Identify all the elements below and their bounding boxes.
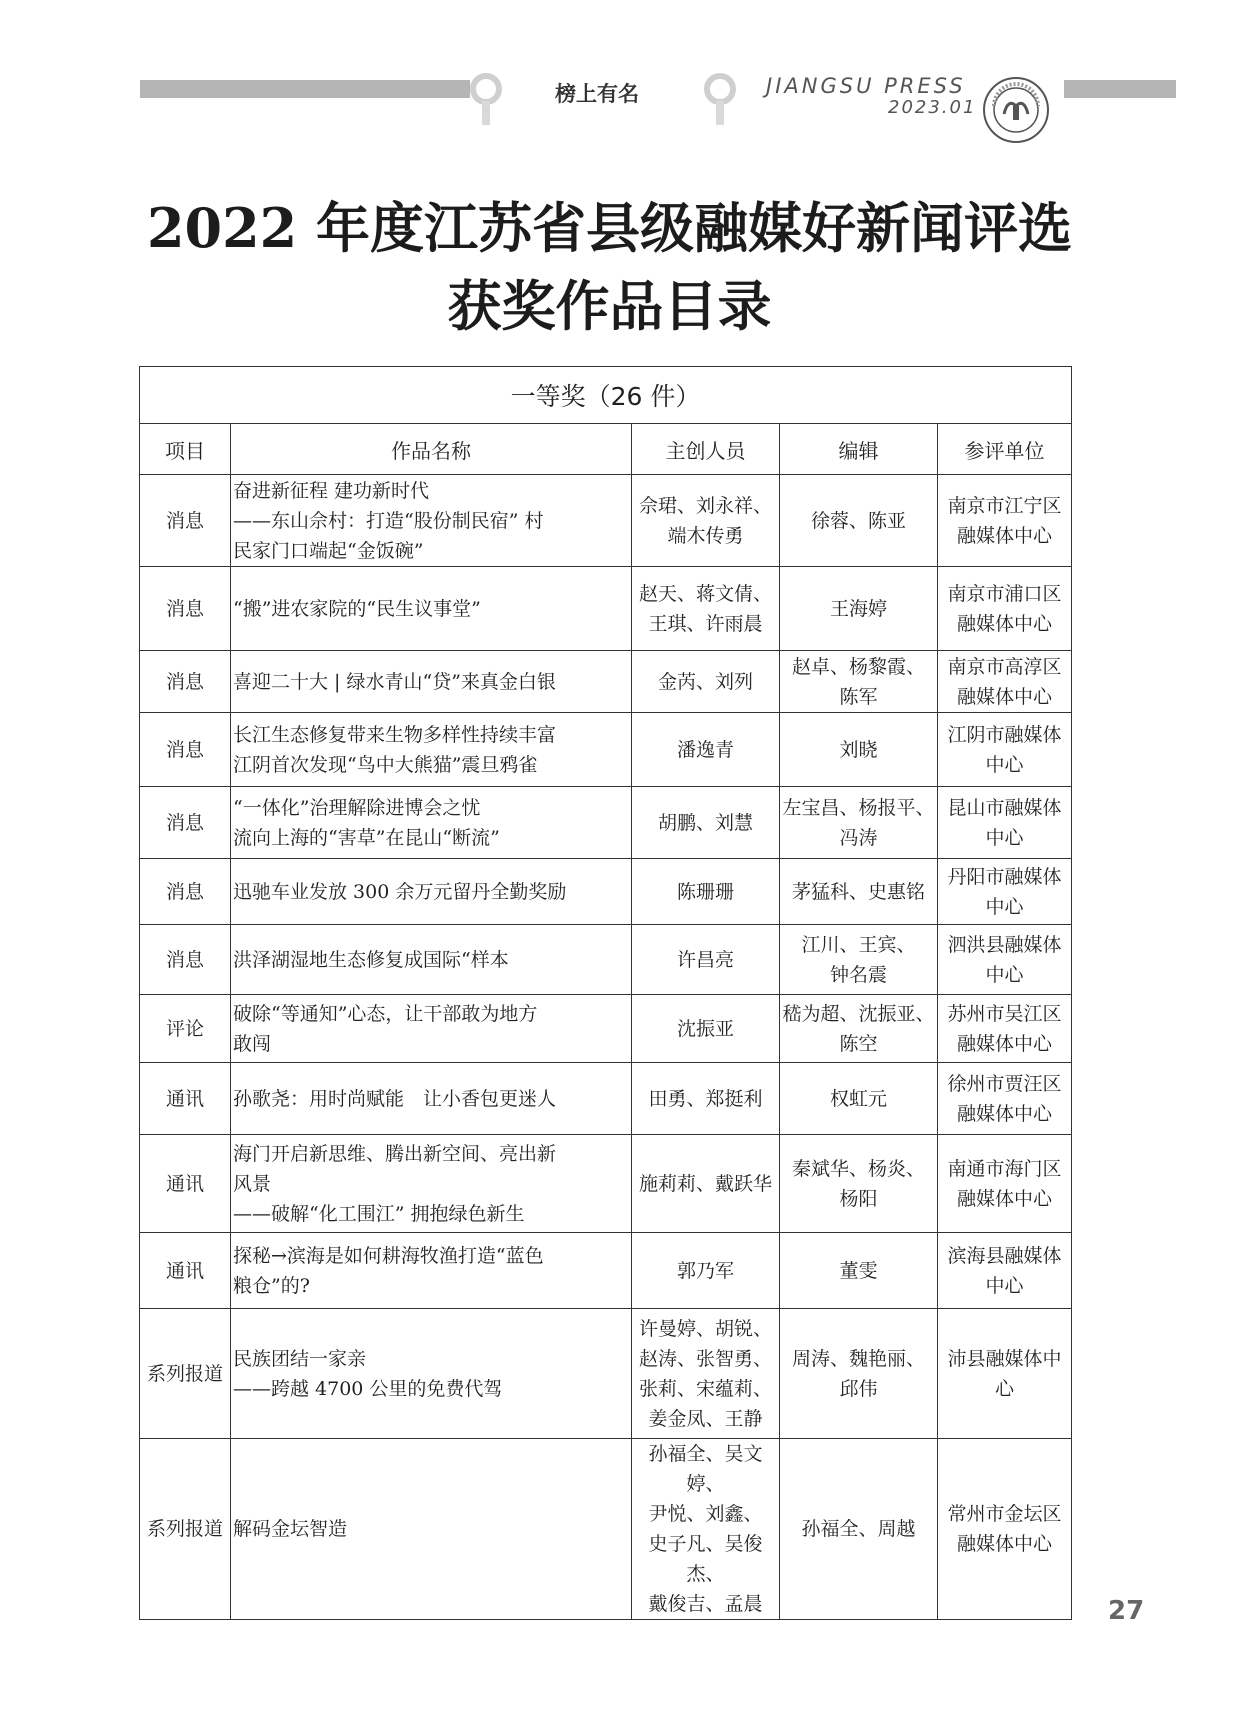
table-caption: 一等奖（26 件） — [140, 367, 1072, 424]
cell-line: 融媒体中心 — [956, 612, 1052, 635]
category-cell: 消息 — [140, 567, 231, 651]
cell-line: 徐州市贾汪区 — [947, 1072, 1062, 1095]
cell-line: 破除“等通知”心态，让干部敢为地方 — [233, 1002, 538, 1025]
cell-line: 田勇、郑挺利 — [648, 1087, 763, 1110]
category-cell: 系列报道 — [140, 1439, 231, 1620]
work-title-cell — [231, 713, 632, 787]
category-cell: 消息 — [140, 925, 231, 995]
cell-line: 胡鹏、刘慧 — [657, 811, 753, 834]
cell-line: 常州市金坛区 — [947, 1503, 1062, 1525]
cell-line: 嵇为超、沈振亚、 — [782, 1002, 935, 1025]
work-title-cell — [231, 567, 632, 651]
work-title-cell — [231, 995, 632, 1063]
cell-line: 郭乃军 — [676, 1259, 734, 1282]
cell-line: 杨阳 — [839, 1187, 878, 1210]
cell-line: 赵涛、张智勇、 — [638, 1347, 772, 1370]
table-row — [140, 651, 1072, 713]
cell-line: 解码金坛智造 — [233, 1518, 348, 1540]
cell-line: 许曼婷、胡锐、 — [638, 1317, 772, 1340]
cell-line: 迅驰车业发放 300 余万元留丹全勤奖励 — [233, 880, 567, 903]
table-row — [140, 567, 1072, 651]
page-title-line2: 获奖作品目录 — [447, 274, 772, 338]
table-row — [140, 1063, 1072, 1135]
cell-line: 粮仓”的? — [233, 1274, 310, 1297]
work-title-cell — [231, 1063, 632, 1135]
cell-line: 施莉莉、戴跃华 — [638, 1172, 772, 1195]
cell-line: 中心 — [985, 753, 1024, 776]
pin-stem-left — [482, 101, 490, 125]
editors-cell — [780, 713, 938, 787]
creators-cell — [632, 651, 780, 713]
cell-line: 南京市高淳区 — [947, 655, 1062, 678]
editors-cell — [780, 995, 938, 1063]
cell-line: 融媒体中心 — [956, 1533, 1052, 1555]
creators-cell — [632, 925, 780, 995]
editors-cell — [780, 1135, 938, 1233]
page-title-line1: 2022 年度江苏省县级融媒好新闻评选 — [146, 196, 1073, 260]
category-cell: 消息 — [140, 651, 231, 713]
table-row — [140, 1309, 1072, 1439]
cell-line: ——跨越 4700 公里的免费代驾 — [233, 1377, 503, 1400]
table-row — [140, 1233, 1072, 1309]
page-number: 27 — [1108, 1596, 1145, 1626]
creators-cell — [632, 1233, 780, 1309]
cell-line: 佘珺、刘永祥、 — [638, 494, 772, 517]
cell-line: 赵天、蒋文倩、 — [638, 582, 772, 605]
category-cell: 评论 — [140, 995, 231, 1063]
unit-cell — [938, 1135, 1072, 1233]
editors-cell — [780, 787, 938, 859]
creators-cell — [632, 995, 780, 1063]
cell-line: 史子凡、吴俊杰、 — [648, 1533, 763, 1585]
cell-line: 陈军 — [839, 685, 878, 708]
cell-line: 许昌亮 — [676, 948, 734, 971]
cell-line: 孙福全、吴文婷、 — [648, 1443, 763, 1495]
work-title-cell — [231, 1439, 632, 1620]
cell-line: 江阴市融媒体 — [947, 723, 1062, 746]
cell-line: 茅猛科、史惠铭 — [791, 880, 925, 903]
cell-line: 秦斌华、杨炎、 — [791, 1157, 925, 1180]
cell-line: 奋进新征程 建功新时代 — [233, 479, 430, 502]
table-body — [140, 475, 1072, 1620]
brand-name: JIANGSU PRESS — [766, 74, 966, 98]
cell-line: 董雯 — [839, 1259, 878, 1282]
cell-line: 融媒体中心 — [956, 1187, 1052, 1210]
association-logo-icon — [982, 76, 1050, 144]
cell-line: 刘晓 — [839, 738, 878, 761]
creators-cell — [632, 1135, 780, 1233]
work-title-cell — [231, 859, 632, 925]
cell-line: ——破解“化工围江” 拥抱绿色新生 — [233, 1202, 525, 1225]
column-header: 项目 — [140, 424, 231, 475]
table-row — [140, 859, 1072, 925]
editors-cell — [780, 1063, 938, 1135]
cell-line: 潘逸青 — [676, 738, 734, 761]
unit-cell — [938, 651, 1072, 713]
cell-line: 探秘→滨海是如何耕海牧渔打造“蓝色 — [233, 1244, 544, 1267]
pin-stem-right — [716, 101, 724, 125]
creators-cell — [632, 713, 780, 787]
editors-cell — [780, 1233, 938, 1309]
category-cell: 消息 — [140, 713, 231, 787]
cell-line: 洪泽湖湿地生态修复成国际“样本 — [233, 948, 509, 971]
cell-line: 心 — [994, 1377, 1014, 1400]
table-row — [140, 787, 1072, 859]
cell-line: 周涛、魏艳丽、 — [791, 1347, 925, 1370]
table-row — [140, 1135, 1072, 1233]
column-header: 编辑 — [780, 424, 938, 475]
unit-cell — [938, 713, 1072, 787]
cell-line: 沛县融媒体中 — [947, 1347, 1062, 1370]
work-title-cell — [231, 651, 632, 713]
awards-table — [139, 366, 1072, 1620]
cell-line: 徐蓉、陈亚 — [810, 509, 906, 532]
column-header: 作品名称 — [231, 424, 632, 475]
cell-line: 姜金凤、王静 — [648, 1407, 763, 1430]
cell-line: 丹阳市融媒体 — [947, 865, 1062, 888]
cell-line: 孙歌尧：用时尚赋能 让小香包更迷人 — [233, 1087, 557, 1110]
category-cell: 通讯 — [140, 1233, 231, 1309]
cell-line: 风景 — [233, 1172, 272, 1195]
cell-line: 南京市浦口区 — [947, 582, 1062, 605]
table-row — [140, 995, 1072, 1063]
cell-line: 流向上海的“害草”在昆山“断流” — [233, 826, 500, 849]
cell-line: “搬”进农家院的“民生议事堂” — [233, 597, 481, 620]
cell-line: 泗洪县融媒体 — [947, 933, 1062, 956]
cell-line: 中心 — [985, 826, 1024, 849]
category-cell: 通讯 — [140, 1063, 231, 1135]
table-row — [140, 713, 1072, 787]
cell-line: 尹悦、刘鑫、 — [648, 1503, 763, 1525]
cell-line: 邱伟 — [839, 1377, 878, 1400]
cell-line: 融媒体中心 — [956, 1102, 1052, 1125]
cell-line: 左宝昌、杨报平、 — [782, 796, 935, 819]
creators-cell — [632, 1309, 780, 1439]
category-cell: 系列报道 — [140, 1309, 231, 1439]
unit-cell — [938, 859, 1072, 925]
unit-cell — [938, 925, 1072, 995]
cell-line: 冯涛 — [839, 826, 878, 849]
cell-line: 钟名震 — [829, 963, 887, 986]
work-title-cell — [231, 475, 632, 567]
cell-line: 张莉、宋蕴莉、 — [638, 1377, 772, 1400]
table-row — [140, 925, 1072, 995]
editors-cell — [780, 925, 938, 995]
category-cell: 消息 — [140, 859, 231, 925]
creators-cell — [632, 567, 780, 651]
cell-line: 融媒体中心 — [956, 685, 1052, 708]
cell-line: 端木传勇 — [667, 524, 744, 547]
unit-cell — [938, 1439, 1072, 1620]
work-title-cell — [231, 1233, 632, 1309]
column-header: 参评单位 — [938, 424, 1072, 475]
unit-cell — [938, 475, 1072, 567]
cell-line: 王海婷 — [829, 597, 887, 620]
cell-line: 江川、王宾、 — [801, 933, 916, 956]
cell-line: 融媒体中心 — [956, 524, 1052, 547]
cell-line: 金芮、刘列 — [657, 670, 753, 693]
cell-line: 昆山市融媒体 — [947, 796, 1062, 819]
cell-line: 长江生态修复带来生物多样性持续丰富 — [233, 723, 557, 746]
unit-cell — [938, 787, 1072, 859]
cell-line: 赵卓、杨黎霞、 — [791, 655, 925, 678]
column-header: 主创人员 — [632, 424, 780, 475]
editors-cell — [780, 1309, 938, 1439]
table-row — [140, 1439, 1072, 1620]
category-cell: 消息 — [140, 475, 231, 567]
creators-cell — [632, 1063, 780, 1135]
cell-line: 敢闯 — [233, 1032, 272, 1055]
section-label: 榜上有名 — [555, 82, 639, 106]
cell-line: 民族团结一家亲 — [233, 1347, 367, 1370]
cell-line: 南通市海门区 — [947, 1157, 1062, 1180]
work-title-cell — [231, 787, 632, 859]
cell-line: 沈振亚 — [676, 1017, 734, 1040]
work-title-cell — [231, 1135, 632, 1233]
cell-line: 海门开启新思维、腾出新空间、亮出新 — [233, 1142, 557, 1165]
cell-line: 孙福全、周越 — [801, 1518, 916, 1540]
unit-cell — [938, 1233, 1072, 1309]
cell-line: 中心 — [985, 895, 1024, 918]
cell-line: 南京市江宁区 — [947, 494, 1062, 517]
table-header-row — [140, 424, 1072, 475]
category-cell: 通讯 — [140, 1135, 231, 1233]
work-title-cell — [231, 925, 632, 995]
cell-line: 中心 — [985, 963, 1024, 986]
table-row — [140, 475, 1072, 567]
cell-line: 江阴首次发现“鸟中大熊猫”震旦鸦雀 — [233, 753, 538, 776]
editors-cell — [780, 651, 938, 713]
editors-cell — [780, 1439, 938, 1620]
creators-cell — [632, 475, 780, 567]
header-bar-right — [1064, 80, 1176, 98]
cell-line: 陈空 — [839, 1032, 878, 1055]
issue-date: 2023.01 — [888, 97, 977, 118]
cell-line: 中心 — [985, 1274, 1024, 1297]
unit-cell — [938, 1309, 1072, 1439]
header-bar-left — [140, 80, 470, 98]
cell-line: 融媒体中心 — [956, 1032, 1052, 1055]
cell-line: 滨海县融媒体 — [947, 1244, 1062, 1267]
editors-cell — [780, 475, 938, 567]
cell-line: 民家门口端起“金饭碗” — [233, 539, 424, 562]
cell-line: ——东山佘村：打造“股份制民宿” 村 — [233, 509, 544, 532]
creators-cell — [632, 787, 780, 859]
editors-cell — [780, 567, 938, 651]
cell-line: 喜迎二十大 | 绿水青山“贷”来真金白银 — [233, 670, 556, 693]
cell-line: 戴俊吉、孟晨 — [648, 1593, 763, 1615]
unit-cell — [938, 995, 1072, 1063]
creators-cell — [632, 1439, 780, 1620]
unit-cell — [938, 567, 1072, 651]
cell-line: 王琪、许雨晨 — [648, 612, 763, 635]
work-title-cell — [231, 1309, 632, 1439]
cell-line: 苏州市吴江区 — [947, 1002, 1062, 1025]
unit-cell — [938, 1063, 1072, 1135]
creators-cell — [632, 859, 780, 925]
cell-line: 陈珊珊 — [676, 880, 734, 903]
editors-cell — [780, 859, 938, 925]
cell-line: “一体化”治理解除进博会之忧 — [233, 796, 481, 819]
category-cell: 消息 — [140, 787, 231, 859]
cell-line: 权虹元 — [829, 1087, 887, 1110]
